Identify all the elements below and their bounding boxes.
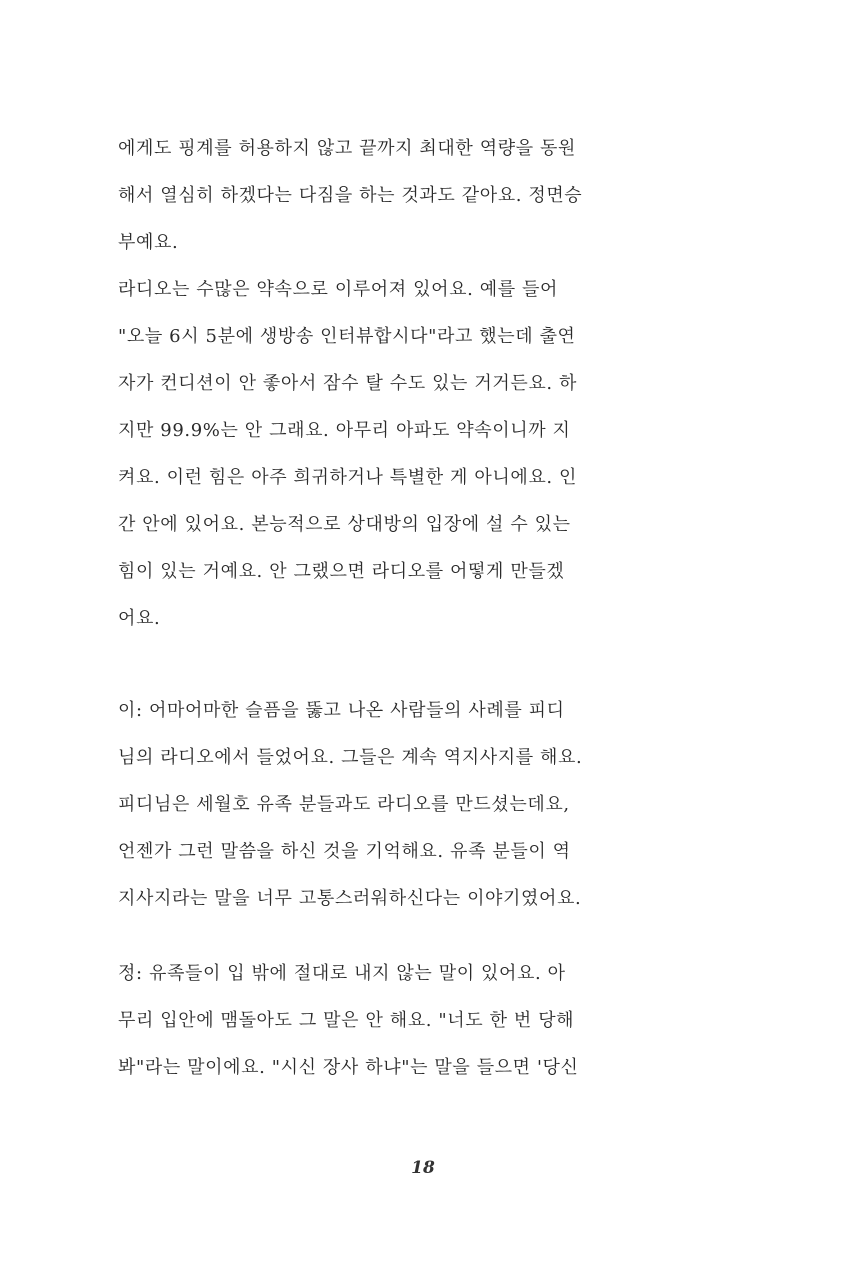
text-line: 피디님은 세월호 유족 분들과도 라디오를 만드셨는데요, (118, 794, 570, 815)
text-line: 무리 입안에 맴돌아도 그 말은 안 해요. "너도 한 번 당해 (118, 1010, 575, 1031)
text-line: 정: 유족들이 입 밖에 절대로 내지 않는 말이 있어요. 아 (118, 963, 566, 984)
text-line: 간 안에 있어요. 본능적으로 상대방의 입장에 설 수 있는 (118, 514, 571, 535)
text-line: 에게도 핑계를 허용하지 않고 끝까지 최대한 역량을 동원 (118, 138, 576, 159)
text-line: 해서 열심히 하겠다는 다짐을 하는 것과도 같아요. 정면승 (118, 185, 583, 206)
text-line: 자가 컨디션이 안 좋아서 잠수 탈 수도 있는 거거든요. 하 (118, 373, 577, 394)
text-line: 켜요. 이런 힘은 아주 희귀하거나 특별한 게 아니에요. 인 (118, 467, 577, 488)
text-line: 지만 99.9%는 안 그래요. 아무리 아파도 약속이니까 지 (118, 420, 571, 441)
text-line: 부예요. (118, 232, 179, 253)
text-line: 라디오는 수많은 약속으로 이루어져 있어요. 예를 들어 (118, 279, 558, 300)
text-line: 님의 라디오에서 들었어요. 그들은 계속 역지사지를 해요. (118, 747, 583, 768)
text-line: 어요. (118, 608, 161, 629)
paragraph-2 (118, 687, 740, 922)
text-line: 봐"라는 말이에요. "시신 장사 하냐"는 말을 들으면 '당신 (118, 1057, 579, 1078)
text-line: 힘이 있는 거예요. 안 그랬으면 라디오를 어떻게 만들겠 (118, 561, 565, 582)
paragraph-1 (118, 125, 740, 642)
page-number: 18 (411, 1158, 435, 1178)
text-line: 이: 어마어마한 슬픔을 뚫고 나온 사람들의 사례를 피디 (118, 700, 565, 721)
text-line: "오늘 6시 5분에 생방송 인터뷰합시다"라고 했는데 출연 (118, 326, 576, 347)
paragraph-3 (118, 950, 740, 1091)
text-line: 언젠가 그런 말씀을 하신 것을 기억해요. 유족 분들이 역 (118, 841, 571, 862)
text-line: 지사지라는 말을 너무 고통스러워하신다는 이야기였어요. (118, 888, 582, 909)
